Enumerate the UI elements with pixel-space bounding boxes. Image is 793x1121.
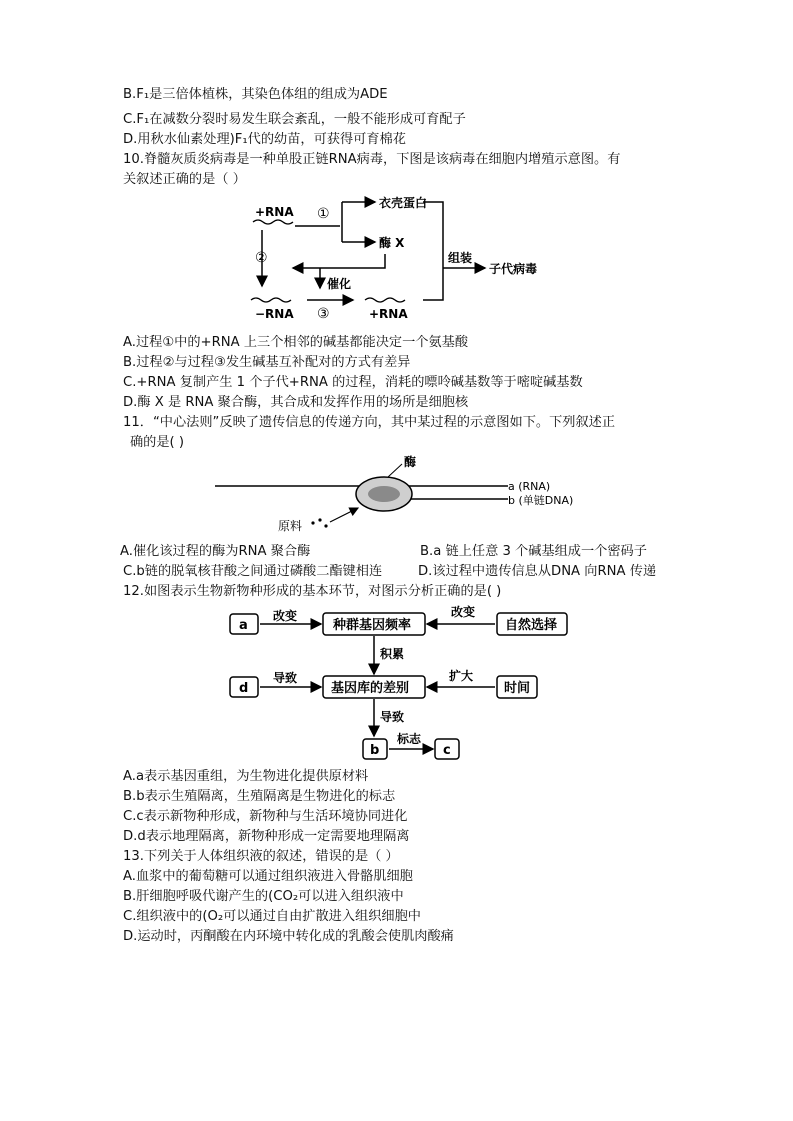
- q13-option-b: B.肝细胞呼吸代谢产生的(CO₂可以进入组织液中: [123, 889, 404, 904]
- q10-option-c: C.+RNA 复制产生 1 个子代+RNA 的过程，消耗的嘌呤碱基数等于嘧啶碱基数: [123, 375, 583, 390]
- q12-marker-label: 标志: [397, 732, 422, 746]
- q10-plus-rna2-label: +RNA: [369, 307, 408, 321]
- q12-natural-sel-label: 自然选择: [505, 618, 558, 633]
- q10-plus-rna-wave: [253, 220, 293, 224]
- q11-material-label: 原料: [278, 519, 303, 533]
- q10-capsid-label: 衣壳蛋白: [379, 196, 428, 210]
- q9-option-b: B.F₁是三倍体植株，其染色体组的组成为ADE: [123, 87, 388, 102]
- q12-box-b-label: b: [370, 743, 380, 758]
- q12-option-c: C.c表示新物种形成，新物种与生活环境协同进化: [123, 809, 408, 824]
- q10-catalyze-label: 催化: [327, 277, 352, 291]
- q12-box-c-label: c: [443, 743, 451, 758]
- q10-arrow-catalyze: [293, 254, 385, 268]
- q11-stem-line2: 确的是( ): [130, 435, 185, 450]
- q11-strand-a-label: a (RNA): [508, 480, 551, 493]
- q12-speciation-diagram: [225, 602, 575, 767]
- q12-accumulate-label: 积累: [380, 647, 405, 661]
- q12-option-a: A.a表示基因重组，为生物进化提供原材料: [123, 769, 369, 784]
- q10-option-b: B.过程②与过程③发生碱基互补配对的方式有差异: [123, 355, 411, 370]
- q11-material-arrow: [330, 508, 358, 522]
- q12-time-label: 时间: [504, 681, 531, 696]
- q13-option-c: C.组织液中的(O₂可以通过自由扩散进入组织细胞中: [123, 909, 421, 924]
- q11-transcription-diagram: [210, 452, 590, 540]
- q12-change2-label: 改变: [451, 605, 476, 619]
- q11-option-b: B.a 链上任意 3 个碱基组成一个密码子: [420, 544, 647, 559]
- q10-step1-label: ①: [317, 206, 330, 222]
- q10-step2-label: ②: [255, 250, 268, 266]
- q12-box-a-label: a: [239, 618, 248, 633]
- q9-option-c: C.F₁在减数分裂时易发生联会紊乱，一般不能形成可育配子: [123, 112, 466, 127]
- q13-option-d: D.运动时，丙酮酸在内环境中转化成的乳酸会使肌肉酸痛: [123, 929, 454, 944]
- q11-enzyme-label: 酶: [404, 455, 417, 469]
- q12-lead2-label: 导致: [380, 710, 405, 724]
- q11-option-d: D.该过程中遗传信息从DNA 向RNA 传递: [418, 564, 657, 579]
- q11-strand-b-label: b (单链DNA): [508, 494, 574, 507]
- q12-enlarge-label: 扩大: [449, 669, 474, 683]
- q10-stem-line1: 10.脊髓灰质炎病毒是一种单股正链RNA病毒，下图是该病毒在细胞内增殖示意图。有: [123, 152, 621, 167]
- q11-option-a: A.催化该过程的酶为RNA 聚合酶: [120, 544, 311, 559]
- q10-minus-rna-label: −RNA: [255, 307, 294, 321]
- q12-option-d: D.d表示地理隔离，新物种形成一定需要地理隔离: [123, 829, 410, 844]
- q10-stem-line2: 关叙述正确的是（ ）: [123, 172, 246, 187]
- q9-option-d: D.用秋水仙素处理)F₁代的幼苗，可获得可育棉花: [123, 132, 406, 147]
- q12-change1-label: 改变: [273, 609, 298, 623]
- q10-minus-rna-wave: [251, 298, 291, 302]
- q12-gene-freq-label: 种群基因频率: [333, 618, 412, 633]
- q12-stem: 12.如图表示生物新物种形成的基本环节，对图示分析正确的是( ): [123, 584, 502, 599]
- q10-step3-label: ③: [317, 306, 330, 322]
- q13-option-a: A.血浆中的葡萄糖可以通过组织液进入骨骼肌细胞: [123, 869, 413, 884]
- q13-stem: 13.下列关于人体组织液的叙述，错误的是（ ）: [123, 849, 399, 864]
- q12-gene-pool-label: 基因库的差别: [331, 681, 410, 696]
- q10-option-a: A.过程①中的+RNA 上三个相邻的碱基都能决定一个氨基酸: [123, 335, 469, 350]
- q12-box-d-label: d: [239, 681, 249, 696]
- q10-assemble-label: 组装: [448, 251, 473, 265]
- q11-option-c: C.b链的脱氧核苷酸之间通过磷酸二酯键相连: [123, 564, 383, 579]
- q10-option-d: D.酶 X 是 RNA 聚合酶，其合成和发挥作用的场所是细胞核: [123, 395, 469, 410]
- q11-stem-line1: 11．“中心法则”反映了遗传信息的传递方向，其中某过程的示意图如下。下列叙述正: [123, 415, 616, 430]
- q12-lead1-label: 导致: [273, 671, 298, 685]
- q10-progeny-label: 子代病毒: [489, 262, 538, 276]
- q10-virus-replication-diagram: [245, 190, 565, 325]
- q10-assemble-bracket: [423, 202, 443, 300]
- q10-enzyme-label: 酶 X: [379, 236, 405, 250]
- q12-option-b: B.b表示生殖隔离，生殖隔离是生物进化的标志: [123, 789, 396, 804]
- q10-plus-rna2-wave: [365, 298, 405, 302]
- q10-plus-rna-label: +RNA: [255, 205, 294, 219]
